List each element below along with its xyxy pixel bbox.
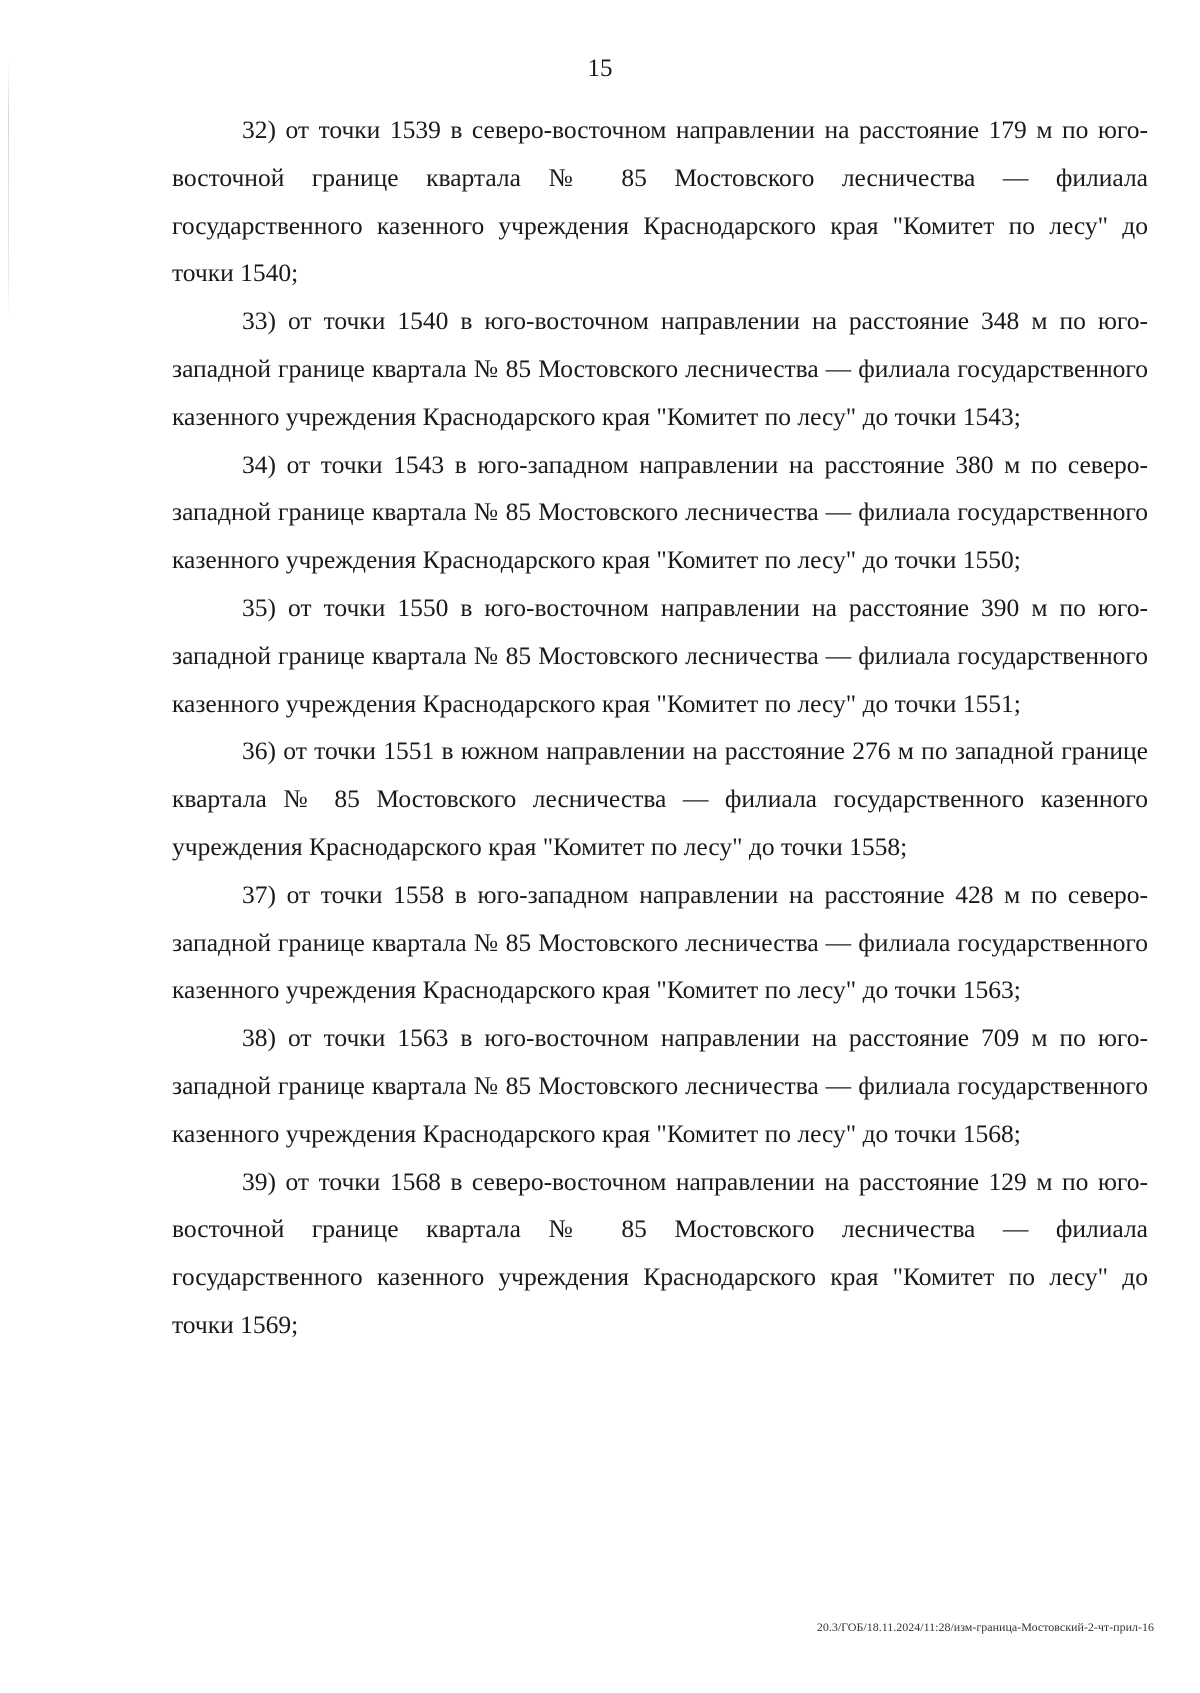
paragraph-32: 32) от точки 1539 в северо-восточном направлении на расстояние 179 м по юго-восточной границе квартала № 85 Мостовского лесничества — филиала государственного казенного учреждения Краснодарского края "Комитет по лесу" до точки 1540; (172, 115, 1148, 288)
document-body (172, 106, 1148, 1349)
paragraph-38: 38) от точки 1563 в юго-восточном направлении на расстояние 709 м по юго-западной границе квартала № 85 Мостовского лесничества — филиала государственного казенного учреждения Краснодарского края "Комитет по лесу" до точки 1568; (172, 1023, 1148, 1148)
paragraph-39: 39) от точки 1568 в северо-восточном направлении на расстояние 129 м по юго-восточной границе квартала № 85 Мостовского лесничества — филиала государственного казенного учреждения Краснодарского края "Комитет по лесу" до точки 1569; (172, 1166, 1148, 1339)
paragraph-36: 36) от точки 1551 в южном направлении на расстояние 276 м по западной границе квартала № 85 Мостовского лесничества — филиала государственного казенного учреждения Краснодарского края "Комитет по лесу" до точки 1558; (172, 736, 1148, 861)
paragraph-33: 33) от точки 1540 в юго-восточном направлении на расстояние 348 м по юго-западной границе квартала № 85 Мостовского лесничества — филиала государственного казенного учреждения Краснодарского края "Комитет по лесу" до точки 1543; (172, 306, 1148, 431)
paragraph-34: 34) от точки 1543 в юго-западном направлении на расстояние 380 м по северо-западной границе квартала № 85 Мостовского лесничества — филиала государственного казенного учреждения Краснодарского края "Комитет по лесу" до точки 1550; (172, 449, 1148, 575)
page-number: 15 (587, 55, 613, 82)
paragraph-37: 37) от точки 1558 в юго-западном направлении на расстояние 428 м по северо-западной границе квартала № 85 Мостовского лесничества — филиала государственного казенного учреждения Краснодарского края "Комитет по лесу" до точки 1563; (172, 879, 1148, 1005)
document-footer-reference: 20.3/ГОБ/18.11.2024/11:28/изм-граница-Мостовский-2-чт-прил-16 (816, 1620, 1154, 1634)
scan-edge-line (8, 60, 9, 320)
paragraph-35: 35) от точки 1550 в юго-восточном направлении на расстояние 390 м по юго-западной границе квартала № 85 Мостовского лесничества — филиала государственного казенного учреждения Краснодарского края "Комитет по лесу" до точки 1551; (172, 592, 1148, 718)
